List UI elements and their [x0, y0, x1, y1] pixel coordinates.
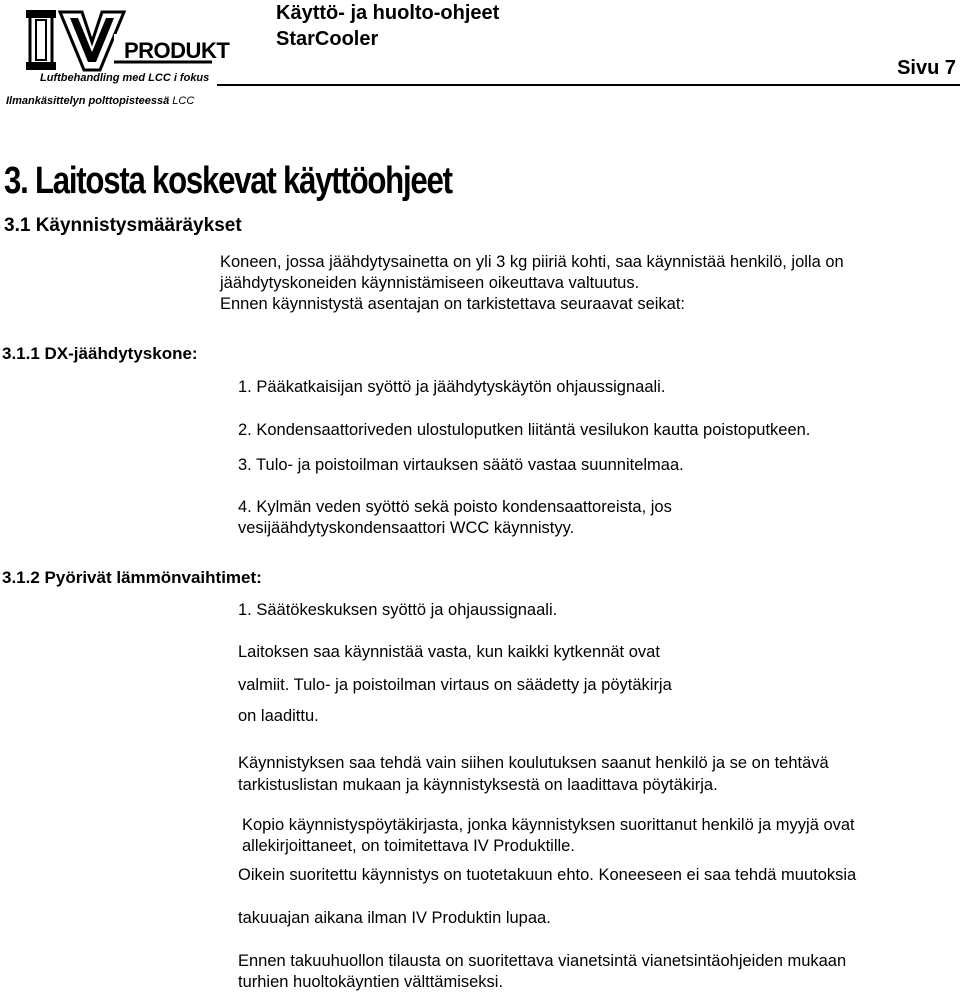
- intro-line-3: Ennen käynnistystä asentajan on tarkistettava seuraavat seikat:: [220, 295, 686, 313]
- intro-line-1: Koneen, jossa jäähdytysainetta on yli 3 kg piiriä kohti, saa käynnistää henkilö, jolla on: [220, 253, 844, 271]
- training-line-2: tarkistuslistan mukaan ja käynnistyksestä on laadittava pöytäkirja.: [238, 776, 718, 794]
- logo-subtitle-lcc: LCC: [172, 95, 195, 107]
- dx-item-1: 1. Pääkatkaisijan syöttö ja jäähdytyskäytön ohjaussignaali.: [238, 378, 666, 396]
- logo-subtitle-text: Ilmankäsittelyn polttopisteessä: [6, 95, 170, 107]
- warranty-line-1: Oikein suoritettu käynnistys on tuotetakuun ehto. Koneeseen ei saa tehdä muutoksia: [238, 866, 857, 884]
- logo-subtitle: [6, 95, 194, 107]
- document-title-line1: Käyttö- ja huolto-ohjeet: [276, 2, 500, 24]
- subsection-title-dx: 3.1.1 DX-jäähdytyskone:: [2, 344, 198, 363]
- service-line-2: turhien huoltokäyntien välttämiseksi.: [238, 973, 504, 991]
- document-title-line2: StarCooler: [276, 28, 379, 50]
- subsection-title-rotary: 3.1.2 Pyörivät lämmönvaihtimet:: [2, 568, 262, 587]
- service-line-1: Ennen takuuhuollon tilausta on suoritettava vianetsintä vianetsintäohjeiden mukaan: [238, 952, 847, 970]
- rotary-item-1: 1. Säätökeskuksen syöttö ja ohjaussignaali.: [238, 601, 558, 619]
- dx-item-4: 4. Kylmän veden syöttö sekä poisto kondensaattoreista, jos: [238, 498, 672, 516]
- logo-brand-text: PRODUKT: [124, 38, 230, 63]
- warranty-line-2: takuuajan aikana ilman IV Produktin lupaa.: [238, 909, 551, 927]
- intro-line-2: jäähdytyskoneiden käynnistämiseen oikeuttava valtuutus.: [220, 274, 640, 292]
- header-divider: [217, 84, 960, 86]
- ready-line-1: Laitoksen saa käynnistää vasta, kun kaikki kytkennät ovat: [238, 643, 660, 661]
- training-line-1: Käynnistyksen saa tehdä vain siihen koulutuksen saanut henkilö ja se on tehtävä: [238, 754, 829, 772]
- logo-tagline: Luftbehandling med LCC i fokus: [40, 72, 210, 84]
- dx-item-2: 2. Kondensaattoriveden ulostuloputken liitäntä vesilukon kautta poistoputkeen.: [238, 421, 811, 439]
- copy-line-2: allekirjoittaneet, on toimitettava IV Produktille.: [242, 837, 575, 855]
- chapter-title: 3. Laitosta koskevat käyttöohjeet: [4, 160, 452, 202]
- copy-line-1: Kopio käynnistyspöytäkirjasta, jonka käynnistyksen suorittanut henkilö ja myyjä ovat: [242, 816, 855, 834]
- document-title: [276, 0, 499, 52]
- ready-line-3: on laadittu.: [238, 707, 319, 725]
- dx-item-3: 3. Tulo- ja poistoilman virtauksen säätö vastaa suunnitelmaa.: [238, 456, 684, 474]
- ready-line-2: valmiit. Tulo- ja poistoilman virtaus on säädetty ja pöytäkirja: [238, 676, 672, 694]
- page-number: Sivu 7: [897, 57, 956, 79]
- section-title: 3.1 Käynnistysmääräykset: [4, 215, 242, 236]
- dx-item-4-cont: vesijäähdytyskondensaattori WCC käynnistyy.: [238, 519, 575, 537]
